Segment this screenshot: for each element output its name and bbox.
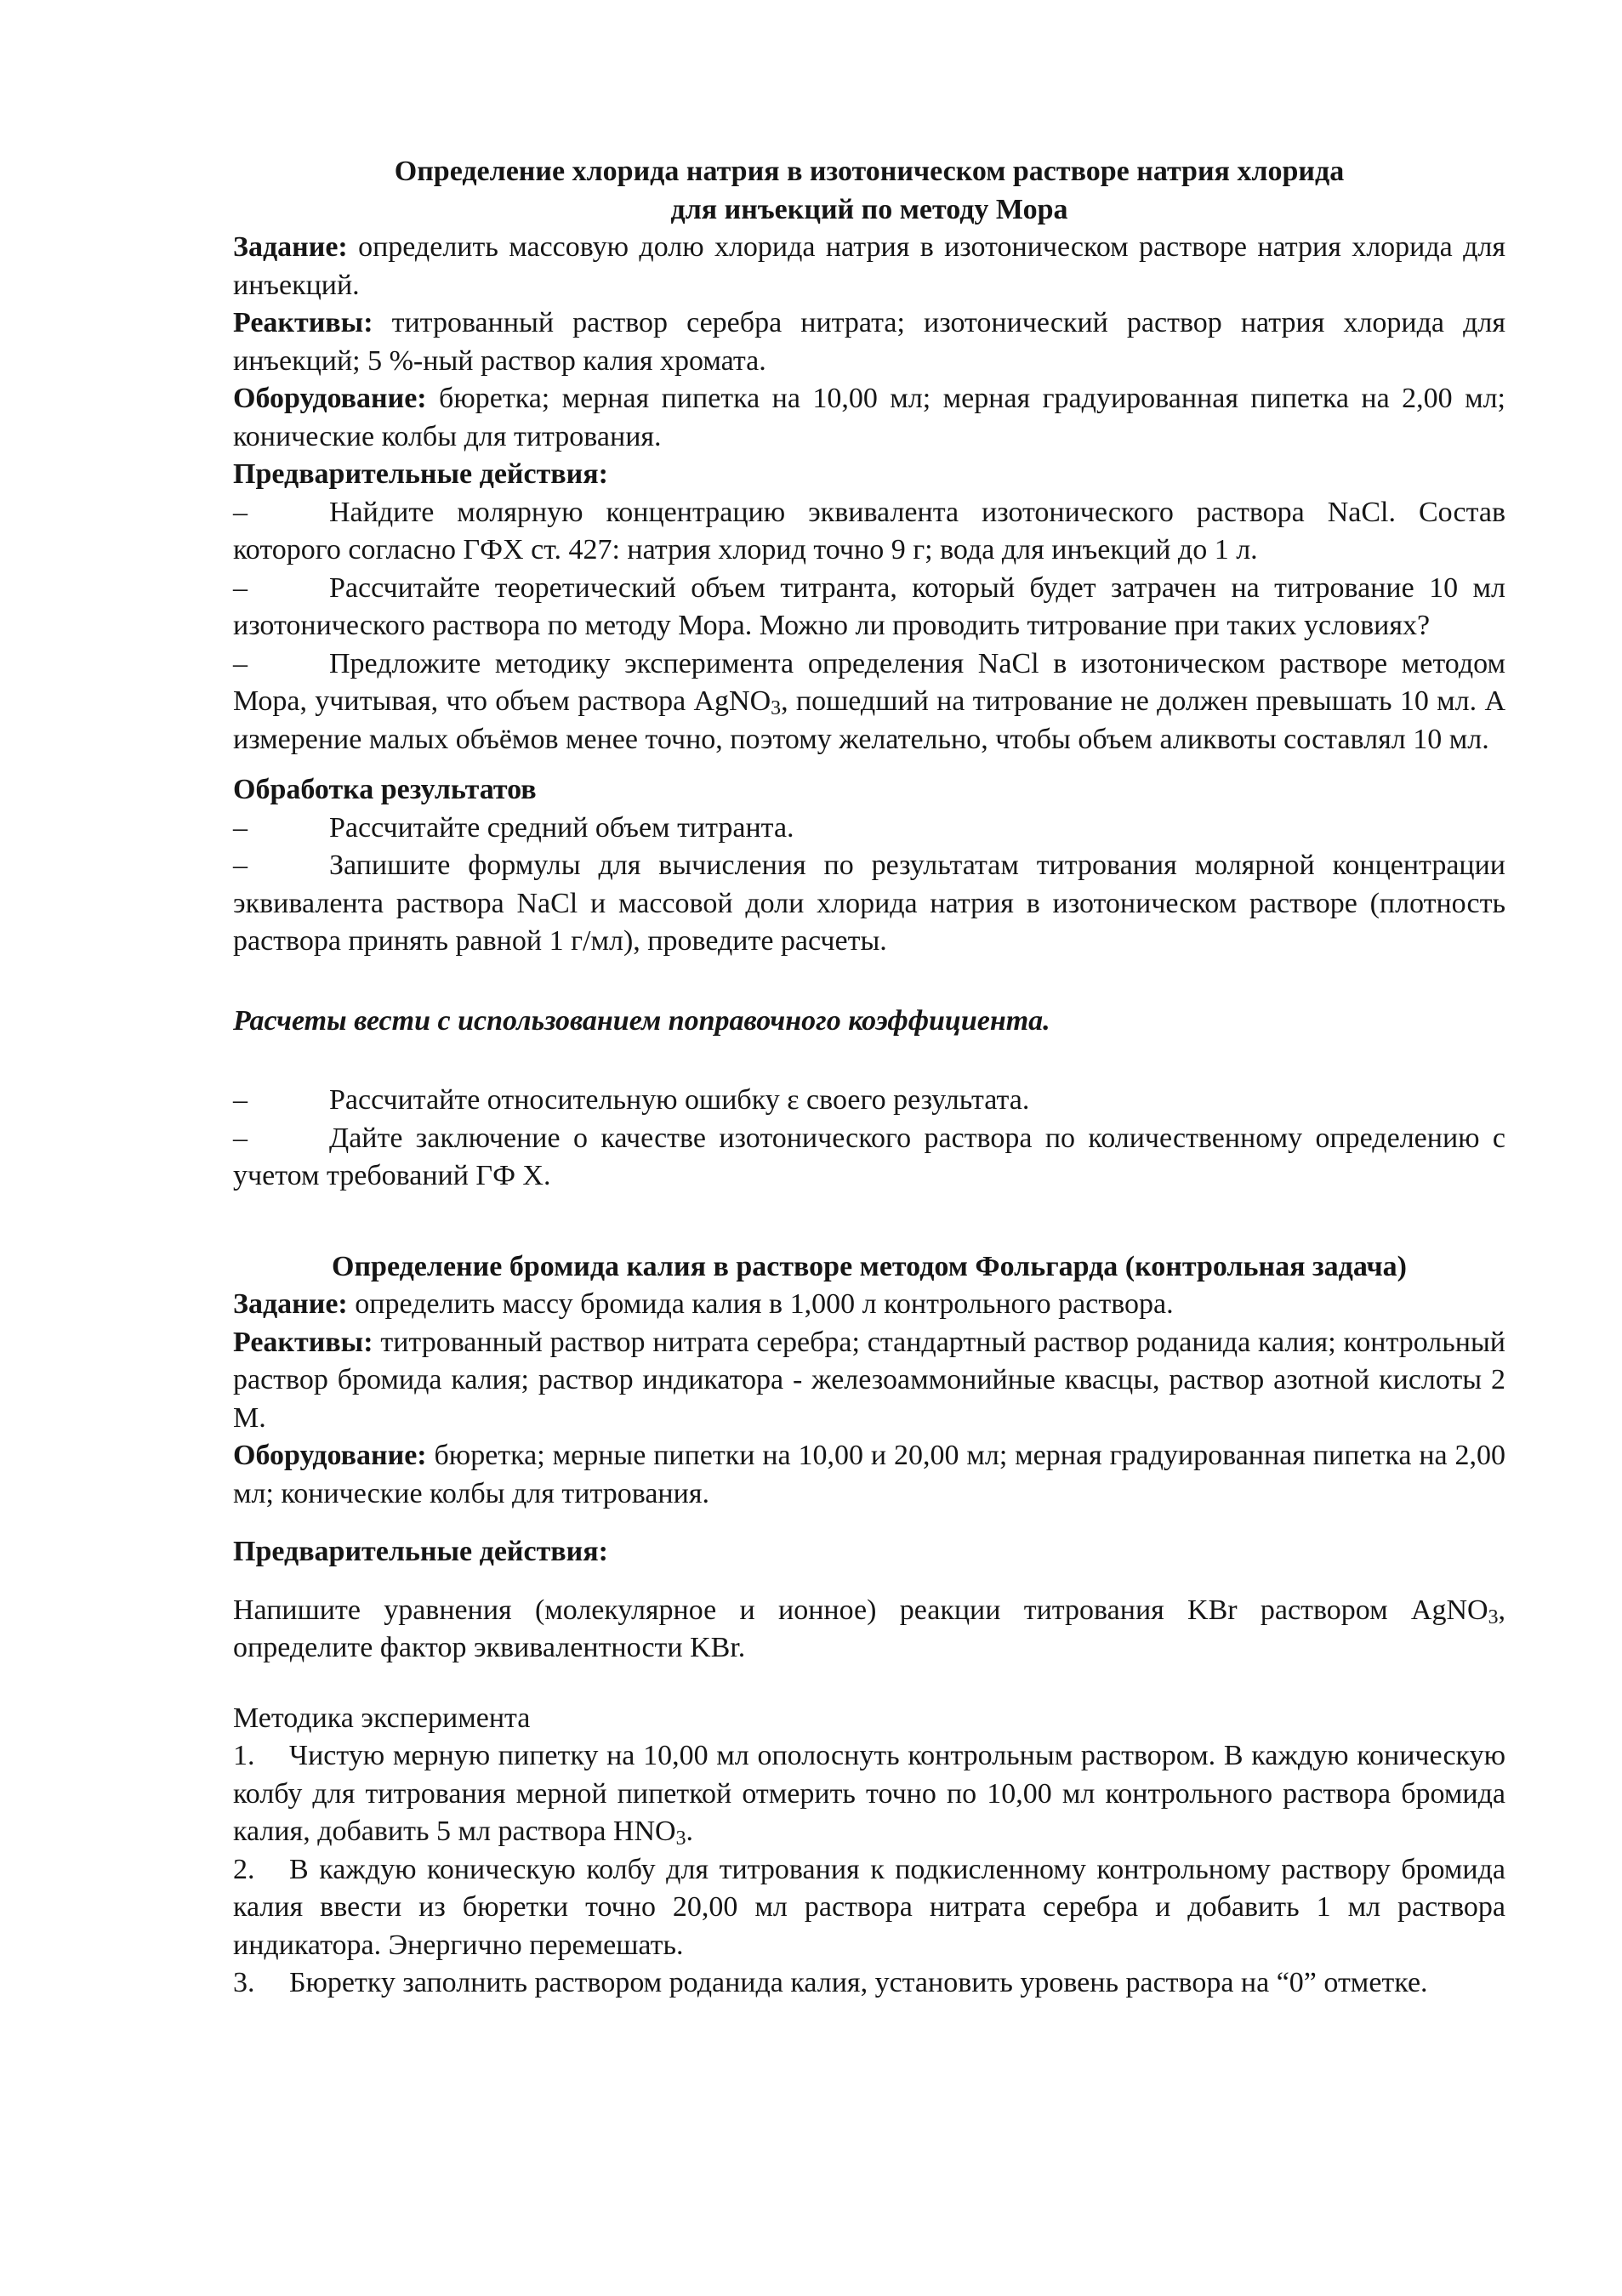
- task-label: Задание:: [233, 231, 348, 263]
- processing-item-text: Запишите формулы для вычисления по результатам титрования молярной концентрации эквивалента раствора NaCl и массовой доли хлорида натрия в изотоническом растворе (плотность раствора принять равной 1 г/мл), проведите расчеты.: [233, 850, 1505, 957]
- dash-marker: –: [233, 647, 248, 679]
- dash-marker: –: [233, 850, 248, 881]
- section2-prelim-heading: Предварительные действия:: [233, 1536, 608, 1567]
- section2-prelim-text: [233, 1592, 1505, 1668]
- document-content: [233, 153, 1505, 2003]
- prelim-text: Напишите уравнения (молекулярное и ионное) реакции титрования KBr раствором AgNO: [233, 1594, 1488, 1626]
- subscript: 3: [675, 1827, 686, 1850]
- section2-reagents: [233, 1324, 1505, 1438]
- spacer: [233, 1571, 1505, 1592]
- equipment-text: бюретка; мерные пипетки на 10,00 и 20,00 мл; мерная градуированная пипетка на 2,00 мл; конические колбы для титрования.: [233, 1440, 1505, 1509]
- reagents-label: Реактивы:: [233, 1326, 373, 1358]
- step-number: 1.: [233, 1740, 255, 1771]
- reagents-text: титрованный раствор серебра нитрата; изотонический раствор натрия хлорида для инъекций; 5 %-ный раствор калия хромата.: [233, 307, 1505, 377]
- step-text: В каждую коническую колбу для титрования к подкисленному контрольному раствору бромида калия ввести из бюретки точно 20,00 мл раствора нитрата серебра и добавить 1 мл раствора индикатора. Энергично перемешать.: [233, 1853, 1505, 1961]
- section1-equipment: [233, 380, 1505, 456]
- equipment-label: Оборудование:: [233, 383, 427, 414]
- section2-method-heading: Методика эксперимента: [233, 1702, 531, 1734]
- section1-processing-item: [233, 810, 1505, 848]
- section2-step: [233, 1851, 1505, 1965]
- final-item-text: Дайте заключение о качестве изотонического раствора по количественному определению с учетом требований ГФ Х.: [233, 1122, 1505, 1191]
- subscript: 3: [771, 696, 782, 719]
- step-text-cont: .: [686, 1816, 693, 1847]
- section2-equipment: [233, 1437, 1505, 1513]
- prelim-item-text: Рассчитайте теоретический объем титранта, который будет затрачен на титрование 10 мл изотонического раствора по методу Мора. Можно ли проводить титрование при таких условиях?: [233, 571, 1505, 641]
- section2-task: [233, 1286, 1505, 1324]
- step-text: Чистую мерную пипетку на 10,00 мл ополоснуть контрольным раствором. В каждую коническую колбу для титрования мерной пипеткой отмерить точно по 10,00 мл контрольного раствора бромида калия, добавить 5 мл раствора HNO: [233, 1740, 1505, 1847]
- section1-reagents: [233, 304, 1505, 380]
- equipment-text: бюретка; мерная пипетка на 10,00 мл; мерная градуированная пипетка на 2,00 мл; конические колбы для титрования.: [233, 383, 1505, 452]
- subscript: 3: [1488, 1605, 1499, 1628]
- spacer: [233, 1668, 1505, 1700]
- prelim-text-cont: , определите фактор эквивалентности KBr.: [233, 1594, 1505, 1663]
- processing-item-text: Рассчитайте средний объем титранта.: [329, 811, 794, 844]
- dash-marker: –: [233, 571, 248, 604]
- step-text: Бюретку заполнить раствором роданида калия, установить уровень раствора на “0” отметке.: [289, 1967, 1428, 1998]
- section1-processing-item: [233, 847, 1505, 961]
- section1-final-item: [233, 1082, 1505, 1120]
- step-number: 3.: [233, 1967, 255, 1998]
- section2-step: [233, 1964, 1505, 2003]
- step-number: 2.: [233, 1853, 255, 1885]
- prelim-item-text: Найдите молярную концентрацию эквивалента изотонического раствора NaCl. Состав которого согласно ГФХ ст. 427: натрия хлорид точно 9 г; вода для инъекций до 1 л.: [233, 496, 1505, 565]
- dash-marker: –: [233, 1084, 248, 1116]
- spacer: [233, 961, 1505, 974]
- prelim-item-text: Предложите методику эксперимента определения NaCl в изотоническом растворе методом Мора, учитывая, что объем раствора AgNO: [233, 647, 1505, 717]
- section1-processing-heading: Обработка результатов: [233, 774, 537, 805]
- task-text: определить массовую долю хлорида натрия в изотоническом растворе натрия хлорида для инъекций.: [233, 231, 1505, 301]
- task-text: определить массу бромида калия в 1,000 л контрольного раствора.: [347, 1288, 1174, 1320]
- equipment-label: Оборудование:: [233, 1440, 427, 1471]
- section1-title-line1: Определение хлорида натрия в изотоническом растворе натрия хлорида: [394, 156, 1345, 187]
- section1-title-line2: для инъекций по методу Мора: [670, 193, 1068, 225]
- section1-prelim-item: [233, 645, 1505, 759]
- task-label: Задание:: [233, 1288, 348, 1320]
- spacer: [233, 1069, 1505, 1082]
- section1-prelim-item: [233, 494, 1505, 570]
- reagents-label: Реактивы:: [233, 307, 373, 338]
- section1-task: [233, 229, 1505, 304]
- dash-marker: –: [233, 1122, 248, 1154]
- section1-prelim-item: [233, 570, 1505, 645]
- section1-prelim-heading: Предварительные действия:: [233, 458, 608, 490]
- section1-final-item: [233, 1120, 1505, 1196]
- reagents-text: титрованный раствор нитрата серебра; стандартный раствор роданида калия; контрольный раствор бромида калия; раствор индикатора - железоаммонийные квасцы, раствор азотной кислоты 2 М.: [233, 1326, 1505, 1434]
- spacer: [233, 759, 1505, 771]
- spacer: [233, 1196, 1505, 1248]
- prelim-item-text-cont: , пошедший на титрование не должен превышать 10 мл. А измерение малых объёмов менее точно, поэтому желательно, чтобы объем аликвоты составлял 10 мл.: [233, 685, 1505, 755]
- spacer: [233, 1513, 1505, 1533]
- section2-title: Определение бромида калия в растворе методом Фольгарда (контрольная задача): [332, 1250, 1407, 1282]
- final-item-text: Рассчитайте относительную ошибку ε своего результата.: [329, 1084, 1030, 1116]
- section1-note: Расчеты вести с использованием поправочного коэффициента.: [233, 1004, 1050, 1037]
- section2-step: [233, 1737, 1505, 1851]
- dash-marker: –: [233, 811, 248, 844]
- dash-marker: –: [233, 496, 248, 528]
